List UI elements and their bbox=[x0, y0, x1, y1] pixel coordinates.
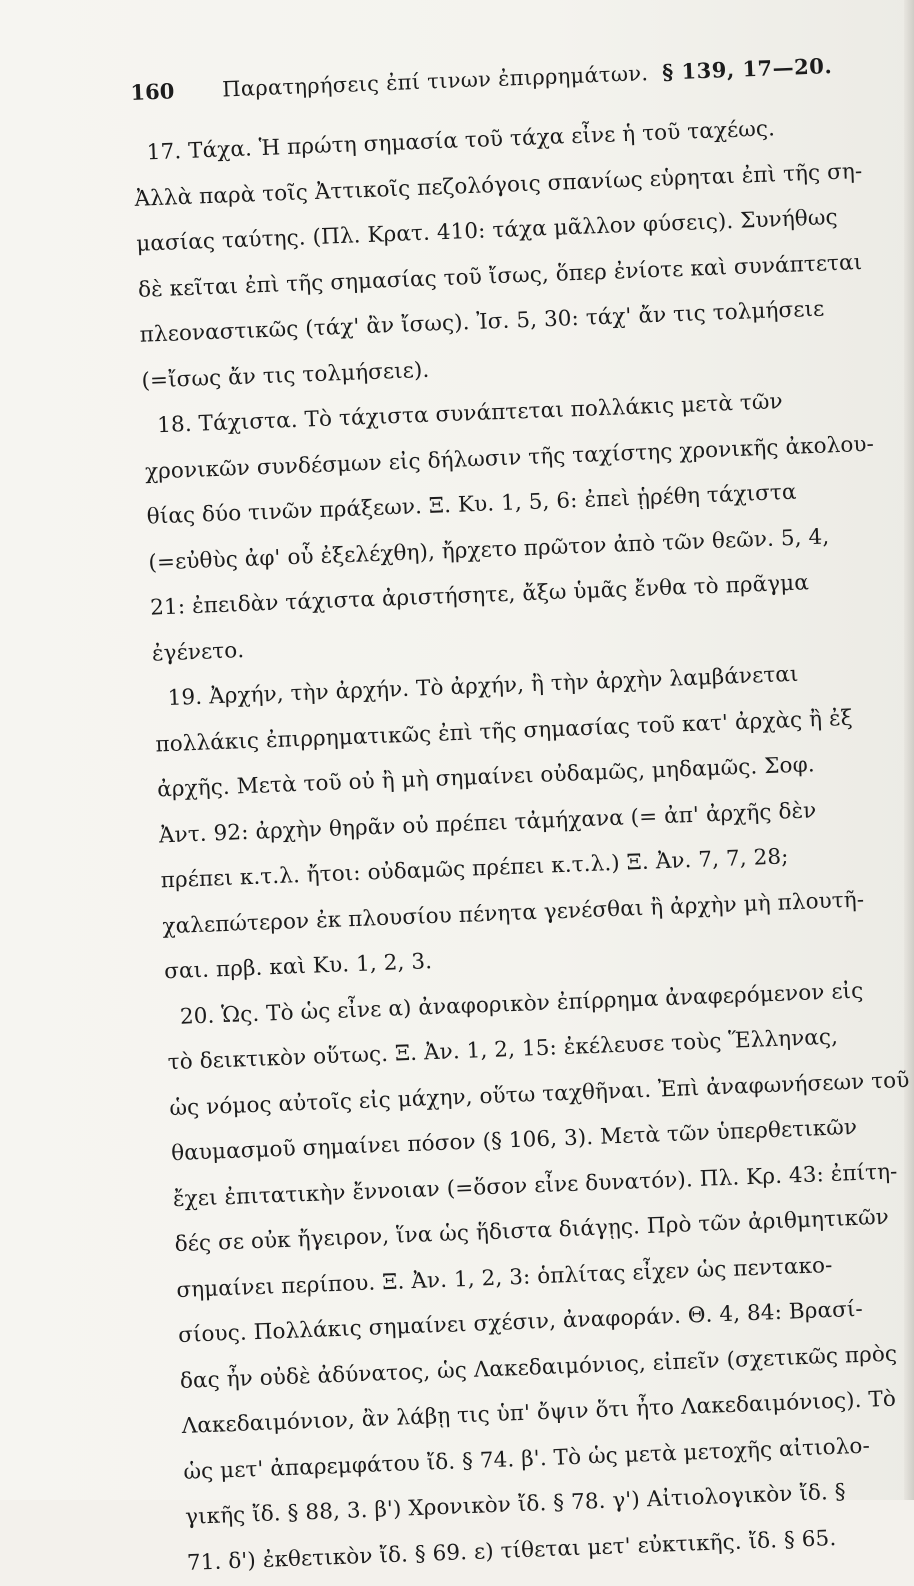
text-line: 17. Τάχα. Ἡ πρώτη σημασία τοῦ τάχα εἶνε ἡ τοῦ ταχέως. bbox=[146, 116, 776, 166]
text-line: γικῆς ἴδ. § 88, 3. β') Χρονικὸν ἴδ. § 78. γ') Αἰτιολογικὸν ἴδ. § bbox=[184, 1479, 847, 1530]
text-line: πλεοναστικῶς (τάχ' ἂν ἴσως). Ἰσ. 5, 30: τάχ' ἄν τις τολμήσειε bbox=[139, 296, 825, 348]
text-line: Ἀντ. 92: ἀρχὴν θηρᾶν οὐ πρέπει τἀμήχανα (= ἀπ' ἀρχῆς δὲν bbox=[158, 797, 817, 848]
text-line: θαυμασμοῦ σημαίνει πόσον (§ 106, 3). Μετὰ τῶν ὑπερθετικῶν bbox=[170, 1114, 858, 1167]
text-line: χαλεπώτερον ἐκ πλουσίου πένητα γενέσθαι ἢ ἀρχὴν μὴ πλουτῆ- bbox=[162, 886, 865, 939]
text-line: (=εὐθὺς ἀφ' οὗ ἐξελέχθη), ἤρχετο πρῶτον ἀπὸ τῶν θεῶν. 5, 4, bbox=[148, 524, 830, 576]
text-line: ὡς μετ' ἀπαρεμφάτου ἴδ. § 74. β'. Τὸ ὡς μετὰ μετοχῆς αἰτιολο- bbox=[182, 1433, 871, 1485]
text-line: δές σε οὐκ ἤγειρον, ἵνα ὡς ἥδιστα διάγῃς. Πρὸ τῶν ἀριθμητικῶν bbox=[174, 1204, 890, 1258]
text-line: θίας δύο τινῶν πράξεων. Ξ. Κυ. 1, 5, 6: ἐπεὶ ᾑρέθη τάχιστα bbox=[146, 479, 797, 530]
running-title: Παρατηρήσεις ἐπί τινων ἐπιρρημάτων. bbox=[221, 61, 649, 102]
text-line: ἔχει ἐπιτατικὴν ἔννοιαν (=ὅσον εἶνε δυνατόν). Πλ. Κρ. 43: ἐπίτη- bbox=[172, 1158, 898, 1212]
text-line: τὸ δεικτικὸν οὕτως. Ξ. Ἀν. 1, 2, 15: ἐκέλευσε τοὺς Ἕλληνας, bbox=[167, 1024, 839, 1076]
text-line: χρονικῶν συνδέσμων εἰς δήλωσιν τῆς ταχίστης χρονικῆς ἀκολου- bbox=[144, 431, 875, 485]
page-number: 160 bbox=[130, 78, 175, 105]
section-reference: § 139, 17—20. bbox=[661, 53, 833, 85]
text-line: δας ἦν οὐδὲ ἀδύνατος, ὡς Λακεδαιμόνιος, εἰπεῖν (σχετικῶς πρὸς bbox=[179, 1341, 898, 1394]
text-line: πρέπει κ.τ.λ. ἤτοι: οὐδαμῶς πρέπει κ.τ.λ.) Ξ. Ἀν. 7, 7, 28; bbox=[160, 844, 789, 894]
text-line: ὡς νόμος αὐτοῖς εἰς μάχην, οὕτω ταχθῆναι. Ἐπὶ ἀναφωνήσεων τοῦ bbox=[169, 1067, 910, 1121]
text-line: μασίας ταύτης. (Πλ. Κρατ. 410: τάχα μᾶλλον φύσεις). Συνήθως bbox=[135, 204, 839, 257]
text-line: πολλάκις ἐπιρρηματικῶς ἐπὶ τῆς σημασίας τοῦ κατ' ἀρχὰς ἢ ἐξ bbox=[155, 705, 854, 758]
text-line: σημαίνει περίπου. Ξ. Ἀν. 1, 2, 3: ὁπλίτας εἶχεν ὡς πεντακο- bbox=[176, 1252, 833, 1303]
page-content bbox=[130, 51, 914, 1586]
text-line: ἐγένετο. bbox=[151, 637, 245, 667]
text-line: Ἀλλὰ παρὰ τοῖς Ἀττικοῖς πεζολόγοις σπανίως εὑρηται ἐπὶ τῆς ση- bbox=[134, 158, 863, 212]
text-line: 18. Τάχιστα. Τὸ τάχιστα συνάπτεται πολλάκις μετὰ τῶν bbox=[156, 389, 784, 439]
text-line: (=ἴσως ἄν τις τολμήσειε). bbox=[141, 357, 430, 394]
text-line: 71. δ') ἐκθετικὸν ἴδ. § 69. ε) τίθεται μετ' εὐκτικῆς. ἴδ. § 65. bbox=[186, 1525, 837, 1576]
text-line: δὲ κεῖται ἐπὶ τῆς σημασίας τοῦ ἴσως, ὅπερ ἐνίοτε καὶ συνάπτεται bbox=[137, 249, 863, 303]
running-header bbox=[130, 51, 890, 105]
text-line: σίους. Πολλάκις σημαίνει σχέσιν, ἀναφοράν. Θ. 4, 84: Βρασί- bbox=[177, 1296, 864, 1349]
text-line: Λακεδαιμόνιον, ἂν λάβῃ τις ὑπ' ὄψιν ὅτι ἦτο Λακεδαιμόνιος). Τὸ bbox=[181, 1386, 897, 1439]
text-line: 21: ἐπειδὰν τάχιστα ἀριστήσητε, ἄξω ὑμᾶς ἔνθα τὸ πρᾶγμα bbox=[149, 570, 810, 621]
text-line: ἀρχῆς. Μετὰ τοῦ οὐ ἢ μὴ σημαίνει οὐδαμῶς, μηδαμῶς. Σοφ. bbox=[156, 752, 816, 803]
text-line: 20. Ὡς. Τὸ ὡς εἶνε α) ἀναφορικὸν ἐπίρρημα ἀναφερόμενον εἰς bbox=[179, 978, 864, 1030]
text-line: σαι. πρβ. καὶ Κυ. 1, 2, 3. bbox=[163, 949, 433, 985]
text-line: 19. Ἀρχήν, τὴν ἀρχήν. Τὸ ἀρχήν, ἢ τὴν ἀρχὴν λαμβάνεται bbox=[167, 661, 799, 711]
